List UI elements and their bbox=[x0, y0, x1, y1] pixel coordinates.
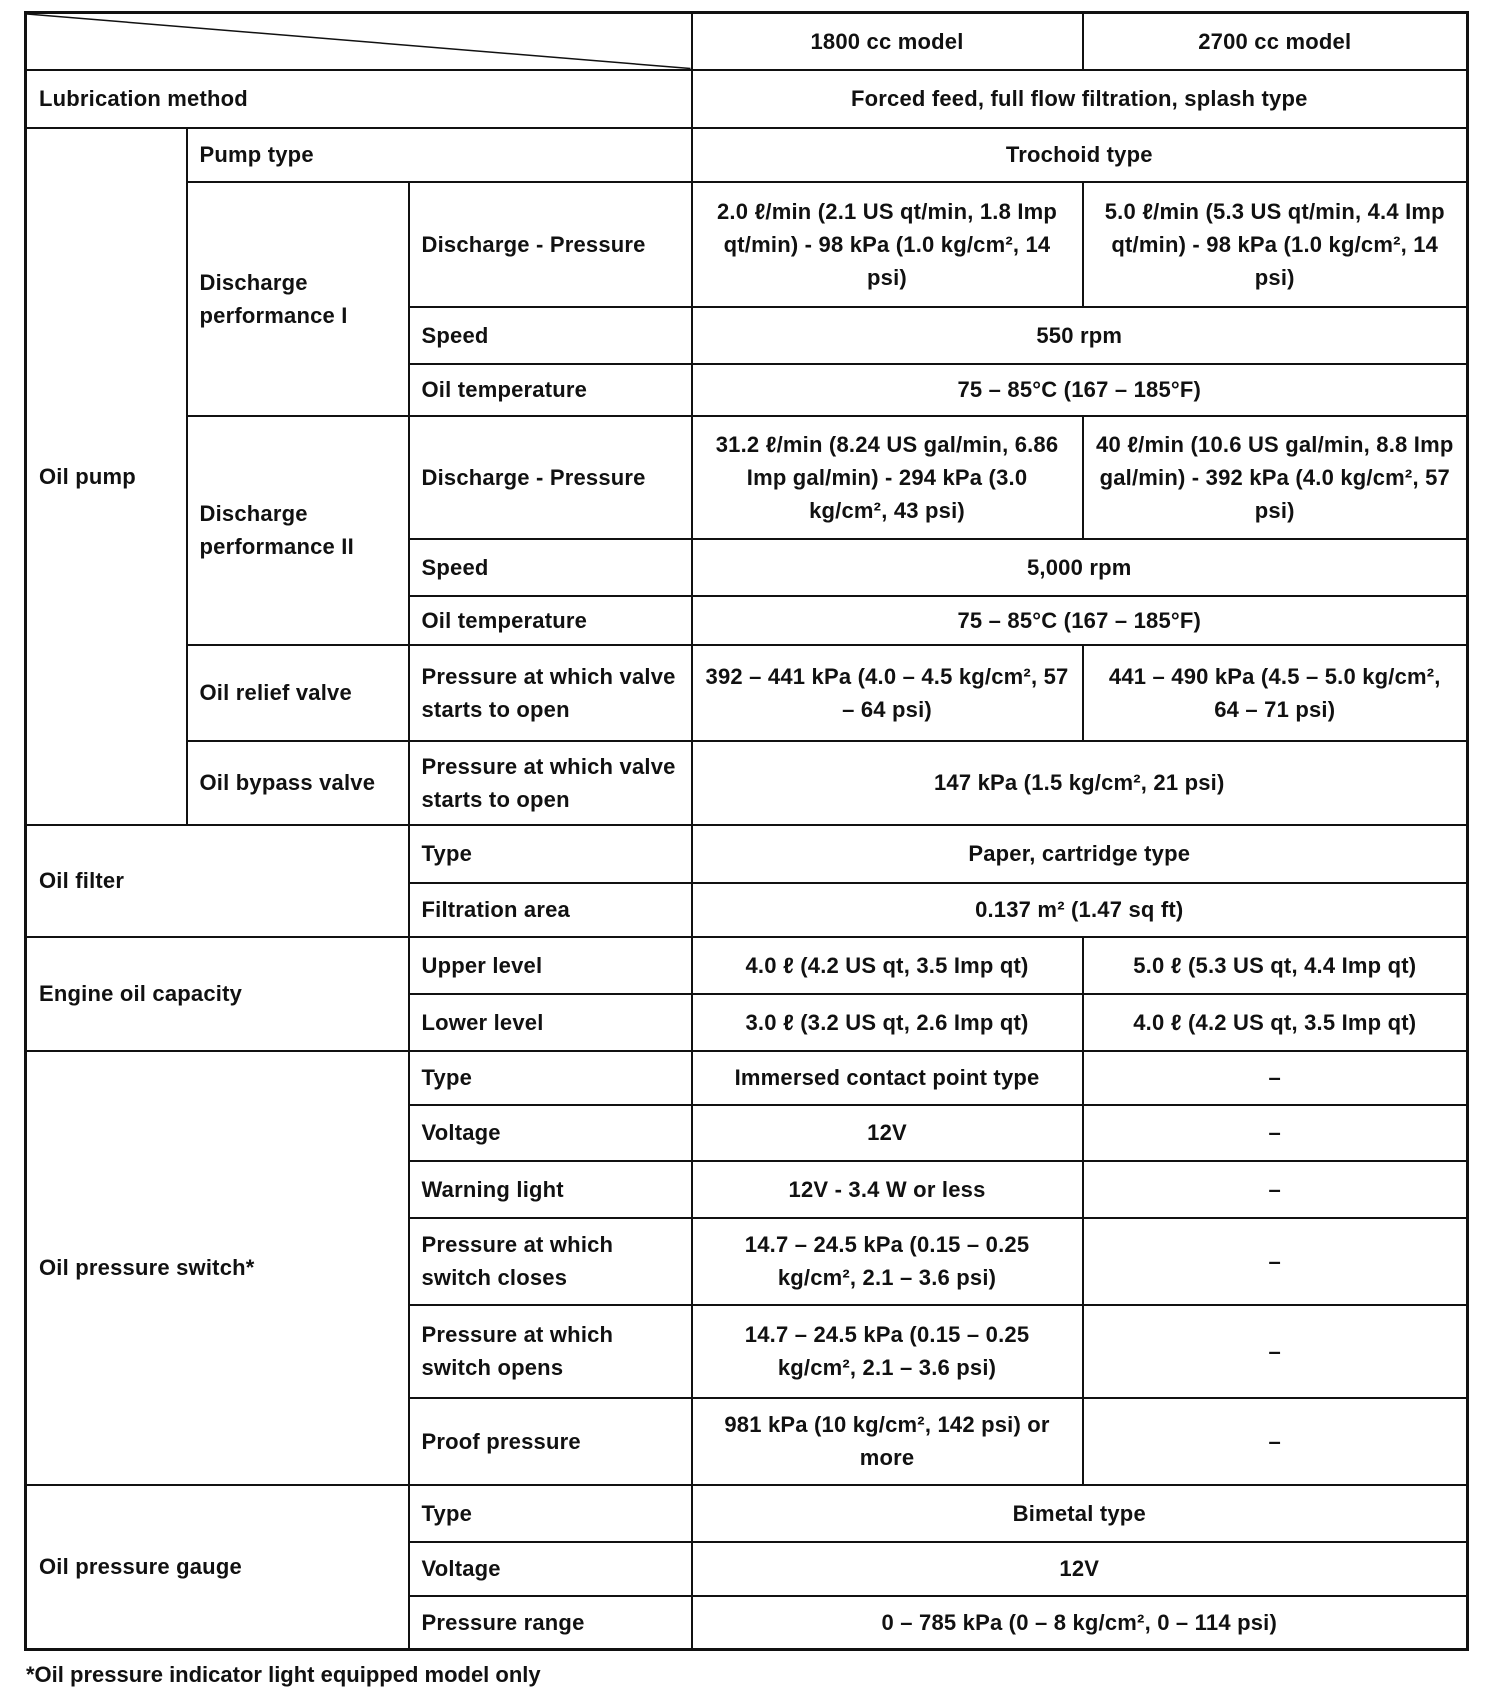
switch-row-label: Warning light bbox=[409, 1161, 692, 1218]
lower-level-label: Lower level bbox=[409, 994, 692, 1051]
perf1-dp-label: Discharge - Pressure bbox=[409, 182, 692, 307]
filter-area: 0.137 m² (1.47 sq ft) bbox=[692, 883, 1468, 937]
relief-1800: 392 – 441 kPa (4.0 – 4.5 kg/cm², 57 – 64 psi) bbox=[692, 645, 1083, 741]
bypass-sub-label: Pressure at which valve starts to open bbox=[409, 741, 692, 825]
perf2-dp-label: Discharge - Pressure bbox=[409, 416, 692, 539]
gauge-row-value: 0 – 785 kPa (0 – 8 kg/cm², 0 – 114 psi) bbox=[692, 1596, 1468, 1650]
header-2700: 2700 cc model bbox=[1083, 13, 1468, 70]
relief-sub-label: Pressure at which valve starts to open bbox=[409, 645, 692, 741]
oil-filter-label: Oil filter bbox=[26, 825, 409, 937]
perf2-temp: 75 – 85°C (167 – 185°F) bbox=[692, 596, 1468, 645]
switch-row-dash: – bbox=[1083, 1105, 1468, 1161]
perf1-temp: 75 – 85°C (167 – 185°F) bbox=[692, 364, 1468, 416]
pump-type-label: Pump type bbox=[187, 128, 692, 182]
lubrication-label: Lubrication method bbox=[26, 70, 692, 128]
switch-row-value: 14.7 – 24.5 kPa (0.15 – 0.25 kg/cm², 2.1 – 3.6 psi) bbox=[692, 1305, 1083, 1398]
switch-row-label: Voltage bbox=[409, 1105, 692, 1161]
perf2-temp-label: Oil temperature bbox=[409, 596, 692, 645]
perf2-speed-label: Speed bbox=[409, 539, 692, 596]
perf2-label: Discharge performance II bbox=[187, 416, 409, 645]
switch-row-label: Type bbox=[409, 1051, 692, 1105]
capacity-label: Engine oil capacity bbox=[26, 937, 409, 1051]
switch-row-label: Proof pressure bbox=[409, 1398, 692, 1485]
lower-2700: 4.0 ℓ (4.2 US qt, 3.5 Imp qt) bbox=[1083, 994, 1468, 1051]
bypass-value: 147 kPa (1.5 kg/cm², 21 psi) bbox=[692, 741, 1468, 825]
switch-row-label: Pressure at which switch closes bbox=[409, 1218, 692, 1305]
lubrication-spec-table bbox=[24, 11, 1469, 1651]
gauge-row-value: Bimetal type bbox=[692, 1485, 1468, 1542]
oil-pump-label: Oil pump bbox=[26, 128, 187, 825]
perf1-speed-label: Speed bbox=[409, 307, 692, 364]
footnote: *Oil pressure indicator light equipped model only bbox=[26, 1662, 541, 1687]
switch-row-value: Immersed contact point type bbox=[692, 1051, 1083, 1105]
switch-row-dash: – bbox=[1083, 1161, 1468, 1218]
switch-row-value: 12V bbox=[692, 1105, 1083, 1161]
gauge-label: Oil pressure gauge bbox=[26, 1485, 409, 1650]
perf2-dp-2700: 40 ℓ/min (10.6 US gal/min, 8.8 Imp gal/min) - 392 kPa (4.0 kg/cm², 57 psi) bbox=[1083, 416, 1468, 539]
switch-row-value: 981 kPa (10 kg/cm², 142 psi) or more bbox=[692, 1398, 1083, 1485]
switch-row-label: Pressure at which switch opens bbox=[409, 1305, 692, 1398]
perf2-dp-1800: 31.2 ℓ/min (8.24 US gal/min, 6.86 Imp gal/min) - 294 kPa (3.0 kg/cm², 43 psi) bbox=[692, 416, 1083, 539]
diagonal-header-cell bbox=[26, 13, 692, 70]
upper-1800: 4.0 ℓ (4.2 US qt, 3.5 Imp qt) bbox=[692, 937, 1083, 994]
gauge-row-value: 12V bbox=[692, 1542, 1468, 1596]
relief-2700: 441 – 490 kPa (4.5 – 5.0 kg/cm², 64 – 71 psi) bbox=[1083, 645, 1468, 741]
switch-row-dash: – bbox=[1083, 1305, 1468, 1398]
perf1-dp-1800: 2.0 ℓ/min (2.1 US qt/min, 1.8 Imp qt/min) - 98 kPa (1.0 kg/cm², 14 psi) bbox=[692, 182, 1083, 307]
filter-type-label: Type bbox=[409, 825, 692, 883]
header-1800: 1800 cc model bbox=[692, 13, 1083, 70]
upper-level-label: Upper level bbox=[409, 937, 692, 994]
switch-label: Oil pressure switch* bbox=[26, 1051, 409, 1485]
filter-type: Paper, cartridge type bbox=[692, 825, 1468, 883]
pump-type-value: Trochoid type bbox=[692, 128, 1468, 182]
perf1-speed: 550 rpm bbox=[692, 307, 1468, 364]
switch-row-dash: – bbox=[1083, 1218, 1468, 1305]
filter-area-label: Filtration area bbox=[409, 883, 692, 937]
perf2-speed: 5,000 rpm bbox=[692, 539, 1468, 596]
switch-row-dash: – bbox=[1083, 1051, 1468, 1105]
lower-1800: 3.0 ℓ (3.2 US qt, 2.6 Imp qt) bbox=[692, 994, 1083, 1051]
perf1-dp-2700: 5.0 ℓ/min (5.3 US qt/min, 4.4 Imp qt/min) - 98 kPa (1.0 kg/cm², 14 psi) bbox=[1083, 182, 1468, 307]
lubrication-value: Forced feed, full flow filtration, splash type bbox=[692, 70, 1468, 128]
switch-row-dash: – bbox=[1083, 1398, 1468, 1485]
perf1-temp-label: Oil temperature bbox=[409, 364, 692, 416]
switch-row-value: 12V - 3.4 W or less bbox=[692, 1161, 1083, 1218]
gauge-row-label: Pressure range bbox=[409, 1596, 692, 1650]
switch-row-value: 14.7 – 24.5 kPa (0.15 – 0.25 kg/cm², 2.1 – 3.6 psi) bbox=[692, 1218, 1083, 1305]
gauge-row-label: Type bbox=[409, 1485, 692, 1542]
perf1-label: Discharge performance I bbox=[187, 182, 409, 416]
gauge-row-label: Voltage bbox=[409, 1542, 692, 1596]
upper-2700: 5.0 ℓ (5.3 US qt, 4.4 Imp qt) bbox=[1083, 937, 1468, 994]
bypass-valve-label: Oil bypass valve bbox=[187, 741, 409, 825]
relief-valve-label: Oil relief valve bbox=[187, 645, 409, 741]
